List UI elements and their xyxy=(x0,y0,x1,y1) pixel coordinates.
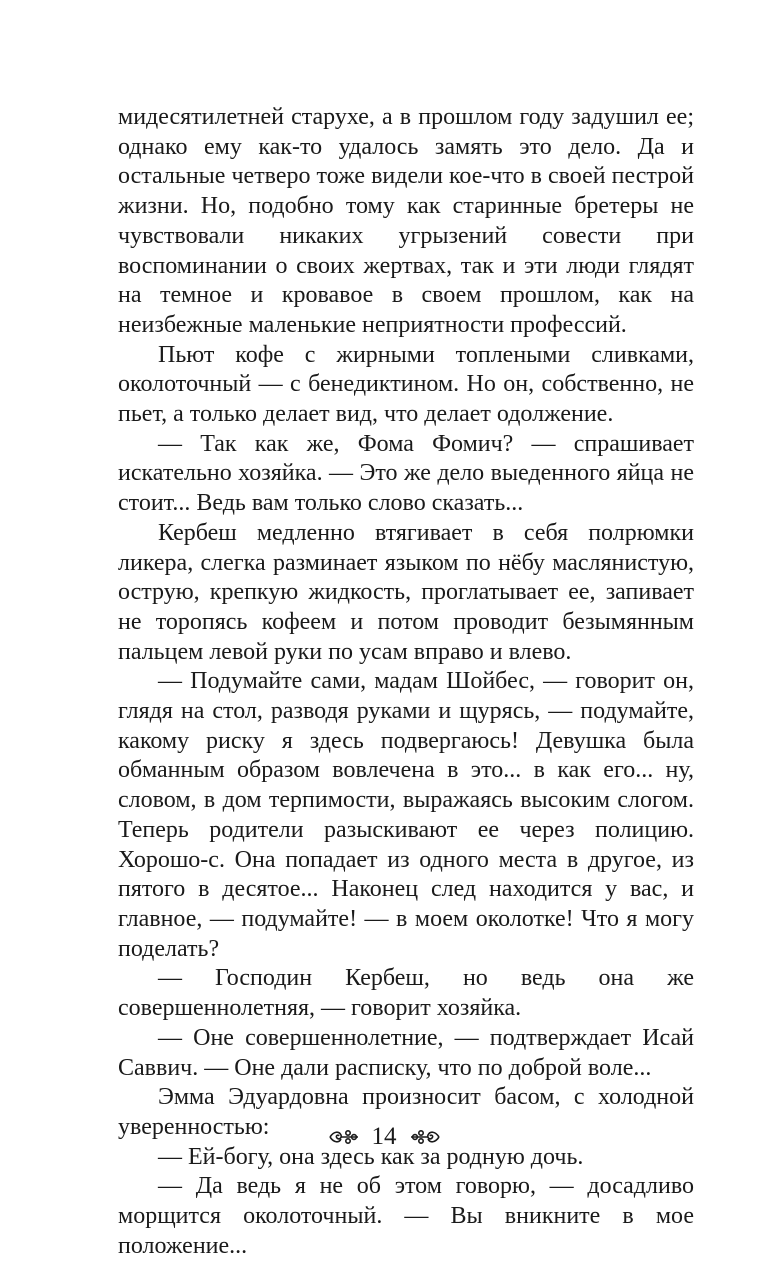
paragraph-9: — Ей-богу, она здесь как за родную дочь. xyxy=(158,1143,584,1170)
paragraph-2: Пьют кофе с жирными топлеными сливками, околоточный — с бенедиктином. Но он, собственно, не пьет, а только делает вид, что делает одолжение. xyxy=(118,341,694,428)
paragraph-4: Кербеш медленно втягивает в себя полрюмки ликера, слегка разминает языком по нёбу маслянистую, острую, крепкую жидкость, проглатывает ее, запивает не торопясь кофеем и потом проводит безымянным пальцем левой руки по усам вправо и влево. xyxy=(118,519,694,665)
page-number: 14 xyxy=(371,1123,397,1150)
paragraph-8: Эмма Эдуардовна произносит басом, с холодной уверенностью: xyxy=(118,1084,694,1140)
paragraph-6: — Господин Кербеш, но ведь она же совершеннолетняя, — говорит хозяйка. xyxy=(118,965,694,1022)
fleuron-right-icon xyxy=(409,1126,441,1148)
paragraph-3: — Так как же, Фома Фомич? — спрашивает искательно хозяйка. — Это же дело выеденного яйца не стоит... Ведь вам только слово сказать... xyxy=(118,430,694,517)
paragraph-1: мидесятилетней старухе, а в прошлом году задушил ее; однако ему как-то удалось замять это дело. Да и остальные четверо тоже видели кое-что в своей пестрой жизни. Но, подобно тому как старинные бретеры не чувствовали никаких угрызений совести при воспоминании о своих жертвах, так и эти люди глядят на темное и кровавое в своем прошлом, как на неизбежные маленькие неприятности профессий. xyxy=(118,104,694,338)
page-footer xyxy=(0,1117,768,1157)
paragraph-5: — Подумайте сами, мадам Шойбес, — говорит он, глядя на стол, разводя руками и щурясь, — подумайте, какому риску я здесь подвергаюсь! Девушка была обманным образом вовлечена в это... в как его... ну, словом, в дом терпимости, выражаясь высоким слогом. Теперь родители разыскивают ее через полицию. Хорошо-с. Она попадает из одного места в другое, из пятого в десятое... Наконец след находится у вас, и главное, — подумайте! — в моем околотке! Что я могу поделать? xyxy=(118,668,694,962)
fleuron-left-icon xyxy=(328,1126,360,1148)
paragraph-7: — Оне совершеннолетние, — подтверждает Исай Саввич. — Оне дали расписку, что по доброй воле... xyxy=(118,1024,694,1081)
body-text xyxy=(118,103,694,1261)
paragraph-10: — Да ведь я не об этом говорю, — досадливо морщится околоточный. — Вы вникните в мое положение... xyxy=(118,1173,694,1259)
